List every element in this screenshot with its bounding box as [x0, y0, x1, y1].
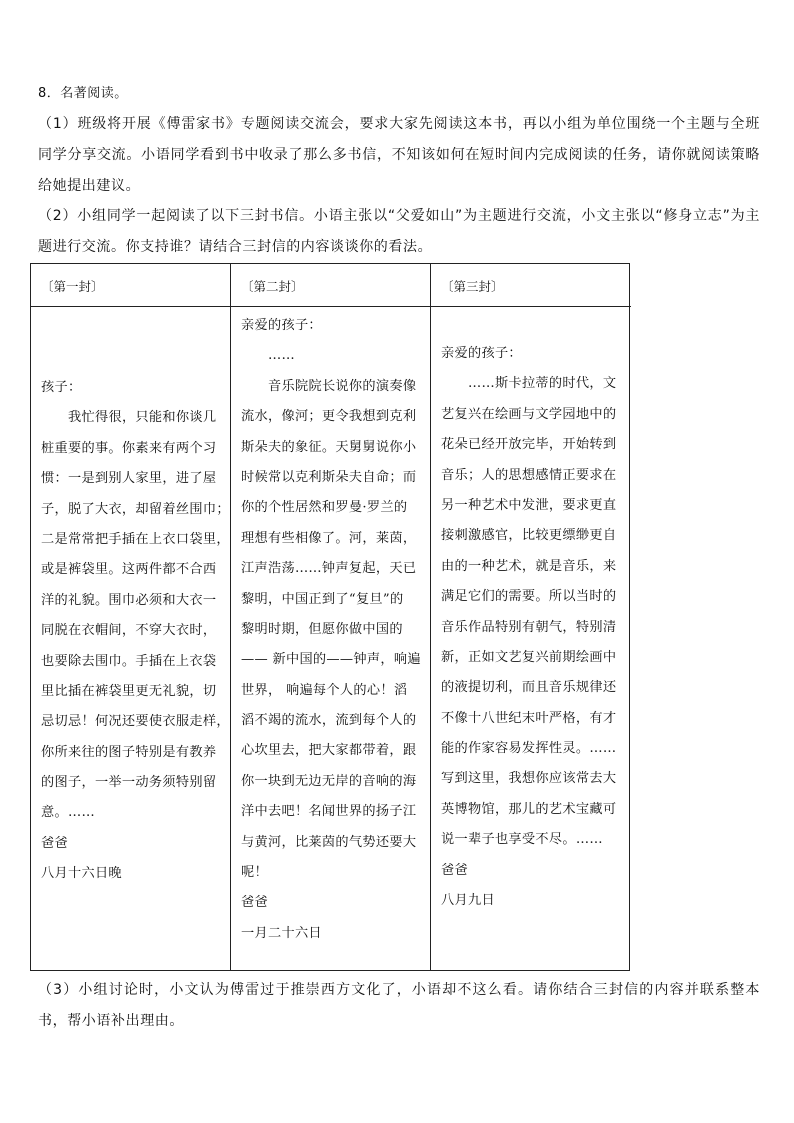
letter-line: 的液提切利，而且音乐规律还 [441, 680, 617, 696]
letter-line: 黎明时期，但愿你做中国的 [241, 621, 403, 637]
letter-2-body [231, 307, 431, 970]
letter-signature: 爸爸 [41, 835, 68, 851]
letter-line: 世界， 响遍每个人的心！滔 [241, 682, 408, 698]
letter-line: 说一辈子也享受不尽。…… [441, 832, 603, 848]
letter-line: 黎明，中国正到了“复旦”的 [241, 591, 404, 607]
letter-date: 一月二十六日 [241, 925, 322, 941]
letter-line: 能的作家容易发挥性灵。…… [441, 741, 617, 757]
letter-line: 洋中去吧！名闻世界的扬子江 [241, 804, 417, 820]
letter-line: …… [268, 348, 295, 364]
letter-line: 心坎里去，把大家都带着，跟 [241, 743, 417, 759]
letter-line: 惯：一是到别人家里，进了屋 [41, 471, 217, 487]
letter-line: ……斯卡拉蒂的时代，文 [468, 376, 617, 392]
letter-line: 不像十八世纪末叶严格，有才 [441, 710, 617, 726]
letter-line: 艺复兴在绘画与文学园地中的 [441, 406, 617, 422]
letter-line: 二是常常把手插在上衣口袋里， [41, 531, 230, 547]
letter-line: 江声浩荡……钟声复起，天已 [241, 561, 417, 577]
letter-line: 由的一种艺术，就是音乐，来 [441, 558, 617, 574]
letter-line: 时候常以克利斯朵夫自命；而 [241, 469, 417, 485]
letter-line: 流水，像河；更令我想到克利 [241, 409, 417, 425]
letter-signature: 爸爸 [441, 862, 468, 878]
letter-1-body [31, 307, 231, 970]
question-part-1: （1）班级将开展《傅雷家书》专题阅读交流会，要求大家先阅读这本书，再以小组为单位围绕一个主题与全班同学分享交流。小语同学看到书中收录了那么多书信，不知该如何在短时间内完成阅读的任务，请你就阅读策略给她提出建议。 [38, 116, 760, 194]
letter-line: —— 新中国的——钟声，响遍 [241, 652, 421, 668]
question-part-2: （2）小组同学一起阅读了以下三封书信。小语主张以“父爱如山”为主题进行交流，小文主张以“修身立志”为主题进行交流。你支持谁？请结合三封信的内容谈谈你的看法。 [38, 208, 760, 255]
question-part-3: （3）小组讨论时，小文认为傅雷过于推崇西方文化了，小语却不这么看。请你结合三封信的内容并联系整本书，帮小语补出理由。 [38, 982, 760, 1029]
letter-line: 我忙得很，只能和你谈几 [68, 410, 217, 426]
letter-1-header: 〔第一封〕 [31, 264, 231, 307]
letter-line: 亲爱的孩子： [241, 318, 322, 333]
letter-line: 子，脱了大衣，却留着丝围巾； [41, 501, 230, 517]
letter-line: 里比插在裤袋里更无礼貌，切 [41, 683, 217, 699]
letter-date: 八月九日 [441, 893, 495, 909]
letters-table [30, 263, 630, 971]
letter-line: 洋的礼貌。围巾必须和大衣一 [41, 592, 217, 608]
letter-line: 忌切忌！何况还要使衣服走样， [41, 714, 230, 730]
letter-line: 新，正如文艺复兴前期绘画中 [441, 649, 617, 665]
letter-signature: 爸爸 [241, 895, 268, 911]
letter-line: 音乐院院长说你的演奏像 [268, 378, 417, 394]
letter-line: 滔不竭的流水，流到每个人的 [241, 713, 417, 729]
letter-line: 英博物馆，那儿的艺术宝藏可 [441, 801, 617, 817]
letter-line: 写到这里，我想你应该常去大 [441, 771, 617, 787]
letter-3-header: 〔第三封〕 [431, 264, 631, 307]
letter-line: 理想有些相像了。河，莱茵， [241, 530, 417, 546]
letter-line: 满足它们的需要。所以当时的 [441, 589, 617, 605]
letter-line: 与黄河，比莱茵的气势还要大 [241, 834, 417, 850]
letter-line: 你的个性居然和罗曼·罗兰的 [241, 500, 408, 516]
letter-line: 斯朵夫的象征。天舅舅说你小 [241, 439, 417, 455]
letter-line: 桩重要的事。你素来有两个习 [41, 440, 217, 456]
letter-date: 八月十六日晚 [41, 866, 122, 882]
letter-line: 你所来往的图子特别是有教养 [41, 744, 217, 760]
letter-line: 花朵已经开放完毕，开始转到 [441, 437, 617, 453]
letter-line: 你一块到无边无岸的音响的海 [241, 773, 417, 789]
letter-line: 也要除去围巾。手插在上衣袋 [41, 653, 217, 669]
letter-line: 意。…… [41, 805, 95, 821]
question-title: 8．名著阅读。 [38, 86, 128, 101]
letter-line: 另一种艺术中发泄，要求更直 [441, 497, 617, 513]
letter-line: 同脱在衣帽间，不穿大衣时， [41, 623, 217, 639]
letter-3-body [431, 307, 631, 970]
letter-line: 亲爱的孩子： [441, 346, 522, 361]
letter-line: 音乐；人的思想感情正要求在 [441, 467, 617, 483]
letter-line: 音乐作品特别有朝气，特别清 [441, 619, 617, 635]
letter-line: 接刺激感官，比较更缥缈更自 [441, 528, 617, 544]
letter-line: 或是裤袋里。这两件都不合西 [41, 562, 217, 578]
letter-line: 呢！ [241, 865, 268, 881]
letter-2-header: 〔第二封〕 [231, 264, 431, 307]
letter-line: 的图子，一举一动务须特别留 [41, 775, 217, 791]
letter-line: 孩子： [41, 380, 82, 395]
